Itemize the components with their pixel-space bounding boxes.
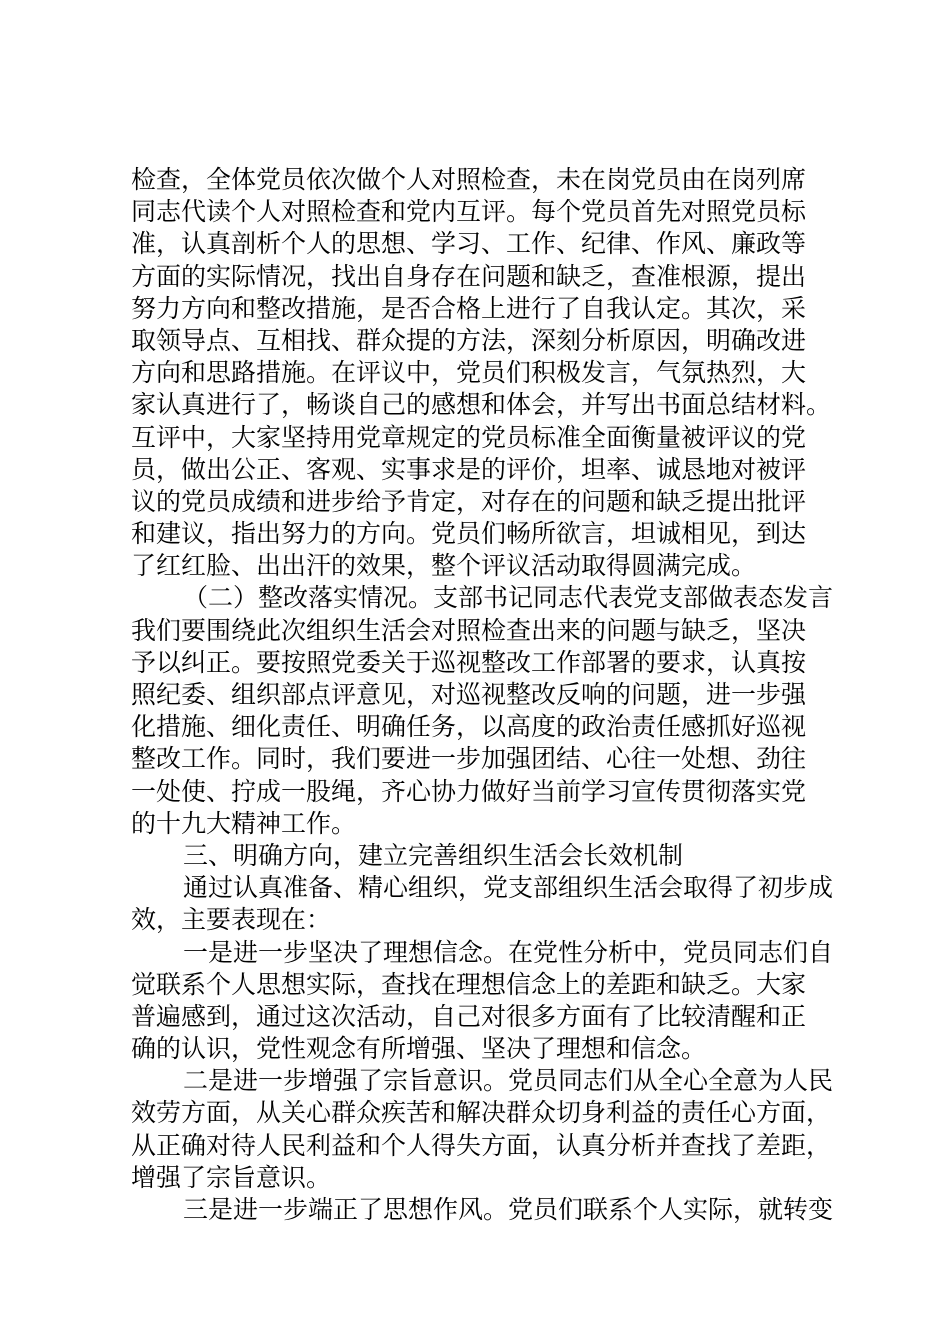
- text-line: 了红红脸、出出汗的效果，整个评议活动取得圆满完成。: [131, 551, 757, 581]
- text-line: 三是进一步端正了思想作风。党员们联系个人实际，就转变: [183, 1195, 834, 1224]
- text-line: 二是进一步增强了宗旨意识。党员同志们从全心全意为人民: [183, 1066, 834, 1096]
- text-line: 三、明确方向，建立完善组织生活会长效机制: [183, 840, 684, 870]
- text-line: 一处使、拧成一股绳，齐心协力做好当前学习宣传贯彻落实党: [131, 776, 807, 806]
- text-line: （二）整改落实情况。支部书记同志代表党支部做表态发言: [183, 583, 834, 613]
- text-line: 通过认真准备、精心组织，党支部组织生活会取得了初步成: [183, 873, 834, 903]
- text-line: 取领导点、互相找、群众提的方法，深刻分析原因，明确改进: [131, 325, 807, 355]
- text-line: 员，做出公正、客观、实事求是的评价，坦率、诚恳地对被评: [131, 454, 807, 484]
- body-text: [131, 164, 834, 1226]
- text-line: 效，主要表现在：: [131, 905, 332, 935]
- text-line: 方向和思路措施。在评议中，党员们积极发言，气氛热烈，大: [131, 358, 807, 388]
- text-line: 化措施、细化责任、明确任务，以高度的政治责任感抓好巡视: [131, 712, 807, 742]
- text-line: 效劳方面，从关心群众疾苦和解决群众切身利益的责任心方面，: [131, 1098, 832, 1128]
- text-line: 家认真进行了，畅谈自己的感想和体会，并写出书面总结材料。: [131, 390, 832, 420]
- text-line: 一是进一步坚决了理想信念。在党性分析中，党员同志们自: [183, 937, 834, 967]
- text-line: 议的党员成绩和进步给予肯定，对存在的问题和缺乏提出批评: [131, 486, 807, 516]
- text-line: 予以纠正。要按照党委关于巡视整改工作部署的要求，认真按: [131, 647, 807, 677]
- text-line: 互评中，大家坚持用党章规定的党员标准全面衡量被评议的党: [131, 422, 807, 452]
- text-line: 从正确对待人民利益和个人得失方面，认真分析并查找了差距，: [131, 1130, 832, 1160]
- text-line: 检查，全体党员依次做个人对照检查，未在岗党员由在岗列席: [131, 165, 807, 194]
- text-line: 和建议，指出努力的方向。党员们畅所欲言，坦诚相见，到达: [131, 519, 807, 549]
- text-line: 照纪委、组织部点评意见，对巡视整改反响的问题，进一步强: [131, 680, 807, 709]
- text-line: 普遍感到，通过这次活动，自己对很多方面有了比较清醒和正: [131, 1001, 807, 1031]
- text-line: 方面的实际情况，找出自身存在问题和缺乏，查准根源，提出: [131, 261, 807, 291]
- text-line: 的十九大精神工作。: [131, 808, 357, 838]
- text-line: 觉联系个人思想实际，查找在理想信念上的差距和缺乏。大家: [131, 969, 807, 999]
- text-line: 整改工作。同时，我们要进一步加强团结、心往一处想、劲往: [131, 744, 807, 774]
- text-line: 确的认识，党性观念有所增强、坚决了理想和信念。: [131, 1034, 707, 1064]
- text-line: 同志代读个人对照检查和党内互评。每个党员首先对照党员标: [131, 197, 807, 227]
- text-line: 我们要围绕此次组织生活会对照检查出来的问题与缺乏，坚决: [131, 615, 807, 645]
- text-line: 准，认真剖析个人的思想、学习、工作、纪律、作风、廉政等: [131, 229, 807, 259]
- text-line: 增强了宗旨意识。: [131, 1162, 332, 1192]
- text-line: 努力方向和整改措施，是否合格上进行了自我认定。其次，采: [131, 293, 807, 323]
